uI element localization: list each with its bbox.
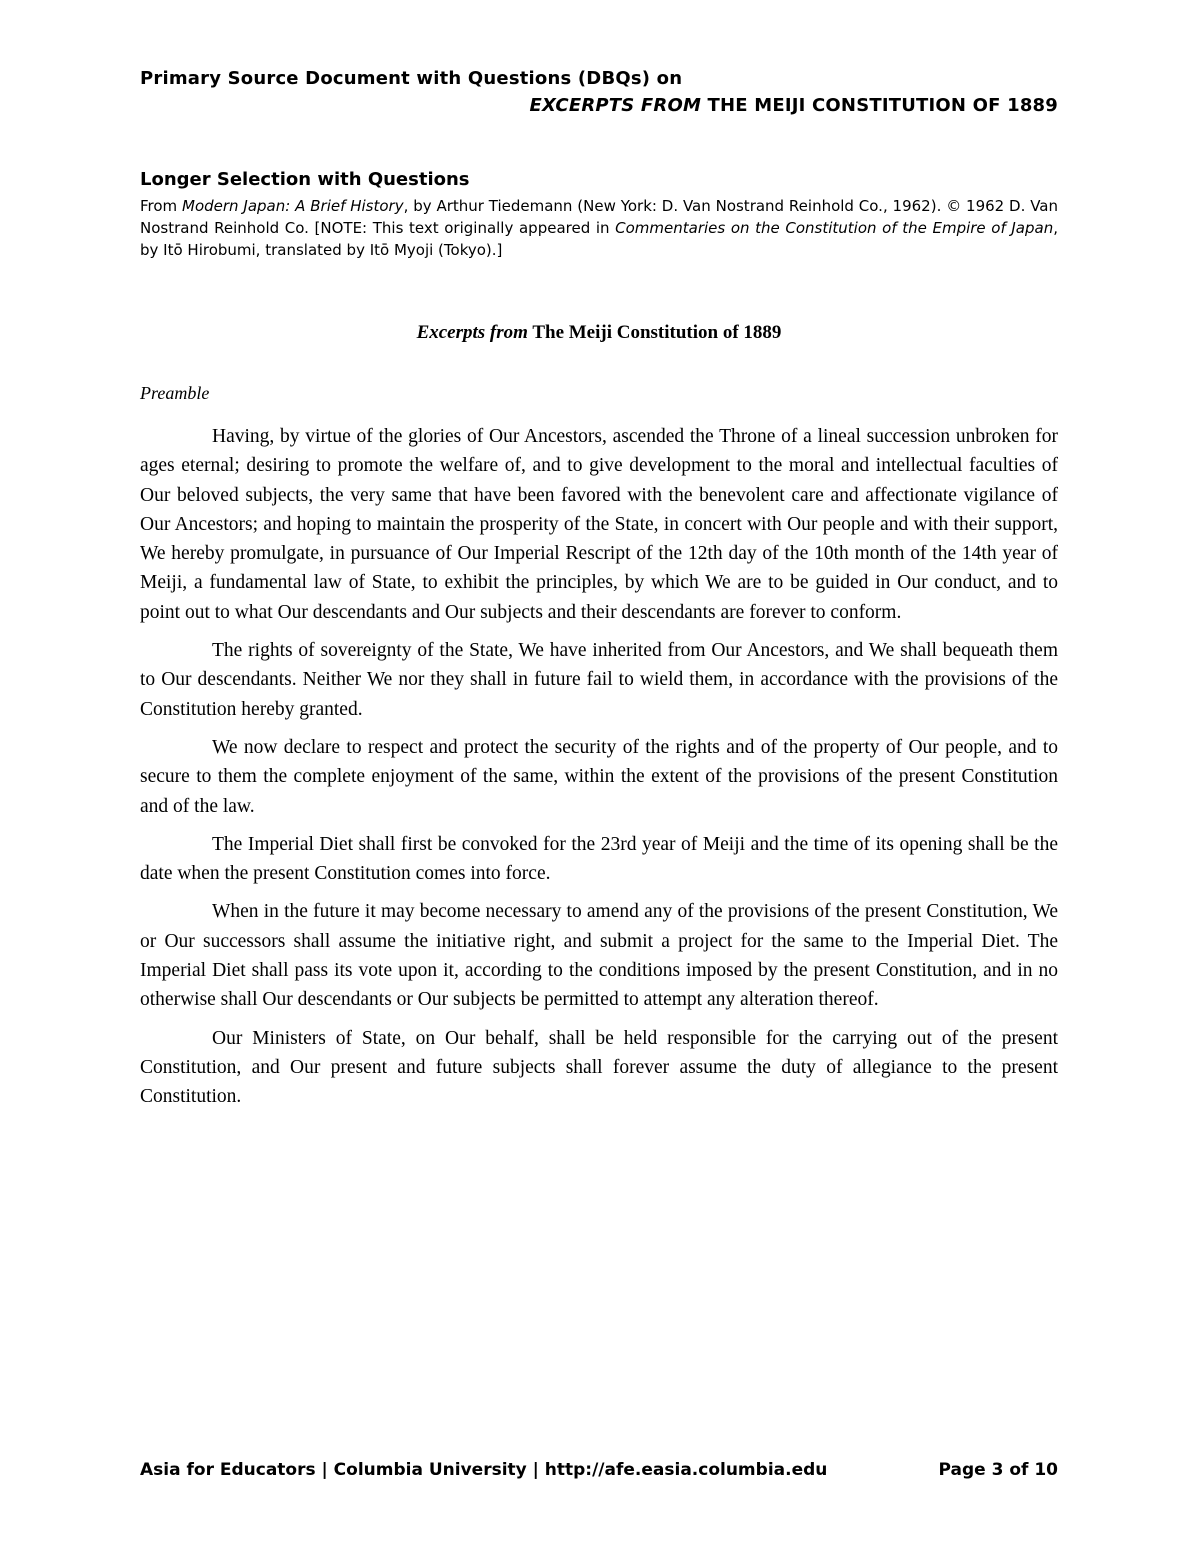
document-title-italic: Excerpts from [416, 322, 528, 343]
body-paragraph: We now declare to respect and protect the security of the rights and of the property of Our people, and to secure to them the complete enjoyment of the same, within the extent of the provisions of the present Constitution and of the law. [140, 736, 1058, 817]
page-number: Page 3 of 10 [938, 1460, 1058, 1480]
source-part: From [140, 197, 183, 215]
body-paragraph: Our Ministers of State, on Our behalf, shall be held responsible for the carrying out of the present Constitution, and Our present and future subjects shall forever assume the duty of allegiance to the present Constitution. [140, 1027, 1058, 1108]
body-paragraph: Having, by virtue of the glories of Our Ancestors, ascended the Throne of a lineal succession unbroken for ages eternal; desiring to promote the welfare of, and to give development to the moral and intellectual faculties of Our beloved subjects, the very same that have been favored with the benevolent care and affectionate vigilance of Our Ancestors; and hoping to maintain the prosperity of the State, in concert with Our people and with their support, We hereby promulgate, in pursuance of Our Imperial Rescript of the 12th day of the 10th month of the 14th year of Meiji, a fundamental law of State, to exhibit the principles, by which We are to be guided in Our conduct, and to point out to what Our descendants and Our subjects and their descendants are forever to conform. [140, 426, 1058, 623]
document-title [140, 322, 1058, 344]
body-paragraph: The rights of sovereignty of the State, We have inherited from Our Ancestors, and We shall bequeath them to Our descendants. Neither We nor they shall in future fail to wield them, in accordance with the provisions of the Constitution hereby granted. [140, 640, 1058, 720]
source-part: , by Arthur Tiedemann (New York: D. Van Nostrand Reinhold Co., 1962). © 1962 D. Van Nostrand Reinhold Co. [NOTE: This text originally appeared in [140, 197, 1059, 237]
header-subtitle-italic: EXCERPTS FROM [529, 95, 702, 116]
footer-source: Asia for Educators | Columbia University | http://afe.easia.columbia.edu [140, 1460, 828, 1480]
header-title: Primary Source Document with Questions (DBQs) on [140, 68, 683, 89]
body-paragraph: When in the future it may become necessary to amend any of the provisions of the present Constitution, We or Our successors shall assume the initiative right, and submit a project for the same to the Imperial Diet. The Imperial Diet shall pass its vote upon it, according to the conditions imposed by the present Constitution, and in no otherwise shall Our descendants or Our subjects be permitted to attempt any alteration thereof. [140, 901, 1058, 1011]
document-title-rest: The Meiji Constitution of 1889 [527, 322, 782, 343]
header-subtitle [530, 95, 1059, 116]
body-paragraph: The Imperial Diet shall first be convoked for the 23rd year of Meiji and the time of its opening shall be the date when the present Constitution comes into force. [140, 833, 1058, 885]
document-body [140, 422, 1058, 1121]
source-part: , by Itō Hirobumi, translated by Itō Myoji (Tokyo).] [140, 219, 1058, 259]
source-commentaries-title: Commentaries on the Constitution of the Empire of Japan [615, 219, 1054, 237]
header-subtitle-rest: THE MEIJI CONSTITUTION OF 1889 [701, 95, 1058, 116]
section-title: Longer Selection with Questions [140, 169, 470, 190]
source-book-title: Modern Japan: A Brief History [182, 197, 404, 215]
source-citation [140, 195, 1058, 261]
document-page [140, 0, 1058, 1553]
preamble-label: Preamble [140, 383, 210, 403]
